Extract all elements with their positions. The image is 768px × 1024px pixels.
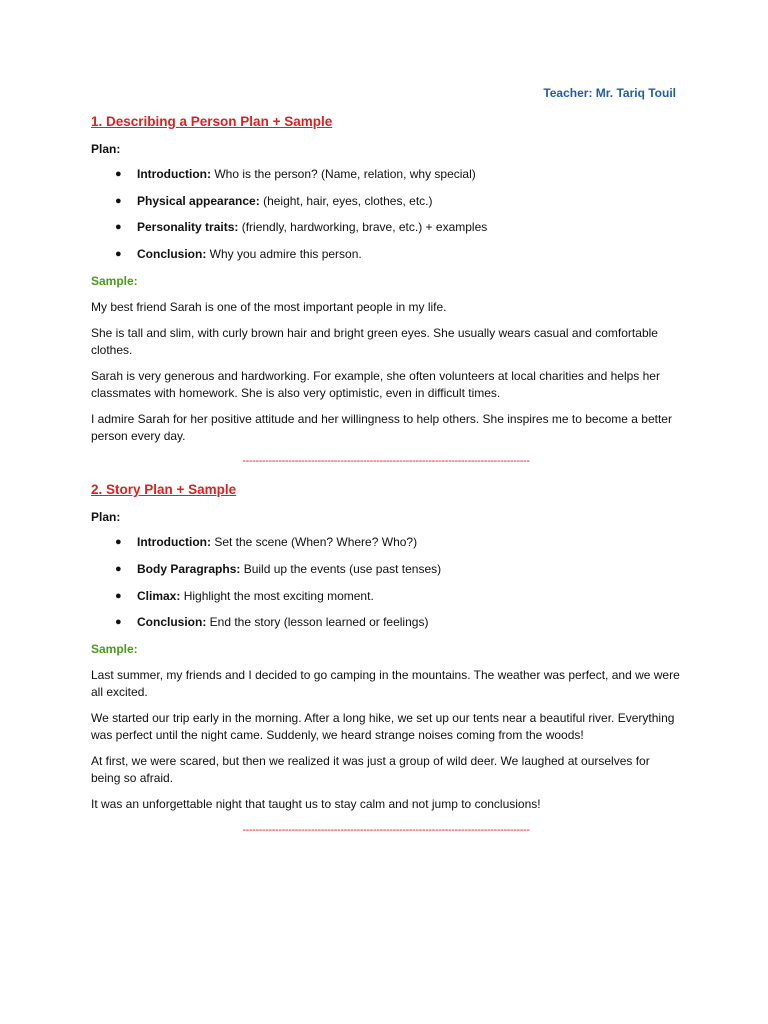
sample-label: Sample: [91, 642, 138, 656]
plan-item [91, 246, 681, 262]
plan-item-term: Climax: [137, 588, 181, 603]
plan-item-text: Highlight the most exciting moment. [180, 588, 374, 603]
bullet-icon: ● [115, 536, 122, 549]
plan-item-term: Conclusion: [137, 615, 207, 630]
plan-item-term: Body Paragraphs: [137, 561, 241, 576]
sample-paragraph: At first, we were scared, but then we realized it was just a group of wild deer. We laughed at ourselves for being so afraid. [91, 754, 650, 785]
section-divider: ---------------------------------------------------------------------------------------- [242, 455, 530, 468]
plan-item-text: Why you admire this person. [206, 247, 362, 262]
sample-paragraph: She is tall and slim, with curly brown hair and bright green eyes. She usually wears casual and comfortable clothes. [91, 326, 658, 357]
bullet-icon: ● [115, 194, 122, 207]
plan-item-term: Physical appearance: [137, 193, 260, 208]
sample-paragraph: My best friend Sarah is one of the most important people in my life. [91, 299, 447, 314]
bullet-icon: ● [115, 221, 122, 234]
plan-item [91, 614, 681, 630]
plan-label: Plan: [91, 142, 121, 156]
plan-item-text: End the story (lesson learned or feelings) [206, 615, 429, 630]
section-title: 1. Describing a Person Plan + Sample [91, 114, 333, 129]
plan-label: Plan: [91, 510, 121, 525]
plan-item [91, 561, 681, 577]
plan-item [91, 588, 681, 604]
plan-item-term: Conclusion: [137, 247, 207, 262]
plan-item-text: Build up the events (use past tenses) [240, 561, 442, 576]
plan-item-text: Set the scene (When? Where? Who?) [210, 535, 418, 550]
sample-paragraph: I admire Sarah for her positive attitude and her willingness to help others. She inspires me to become a better person every day. [91, 412, 672, 443]
sample-paragraph: We started our trip early in the morning. After a long hike, we set up our tents near a beautiful river. Everything was perfect until the night came. Suddenly, we heard strange noises coming from the woods! [91, 711, 675, 742]
bullet-icon: ● [115, 562, 122, 575]
plan-list [91, 166, 681, 262]
section-story [91, 481, 681, 836]
bullet-icon: ● [115, 616, 122, 629]
sample-paragraph: Last summer, my friends and I decided to go camping in the mountains. The weather was perfect, and we were all excited. [91, 668, 680, 699]
section-divider: ---------------------------------------------------------------------------------------- [242, 823, 530, 836]
plan-list [91, 534, 681, 630]
bullet-icon: ● [115, 589, 122, 602]
plan-item-text: (friendly, hardworking, brave, etc.) + examples [238, 220, 488, 235]
plan-item [91, 166, 681, 182]
plan-item-term: Introduction: [137, 535, 211, 550]
plan-item-term: Introduction: [137, 167, 211, 181]
plan-item [91, 193, 681, 209]
plan-item-term: Personality traits: [137, 220, 239, 235]
section-describing-person [91, 113, 681, 468]
bullet-icon: ● [115, 168, 122, 180]
plan-item-text: (height, hair, eyes, clothes, etc.) [259, 193, 433, 208]
section-title: 2. Story Plan + Sample [91, 482, 237, 498]
plan-item-text: Who is the person? (Name, relation, why special) [210, 167, 476, 181]
sample-label: Sample: [91, 273, 138, 288]
sample-paragraph: It was an unforgettable night that taught us to stay calm and not jump to conclusions! [91, 797, 541, 811]
document-content [91, 113, 681, 850]
plan-item [91, 534, 681, 550]
plan-item [91, 219, 681, 235]
teacher-name: Teacher: Mr. Tariq Touil [543, 86, 676, 100]
bullet-icon: ● [115, 248, 122, 261]
sample-paragraph: Sarah is very generous and hardworking. For example, she often volunteers at local charities and helps her classmates with homework. She is also very optimistic, even in difficult times. [91, 369, 660, 400]
